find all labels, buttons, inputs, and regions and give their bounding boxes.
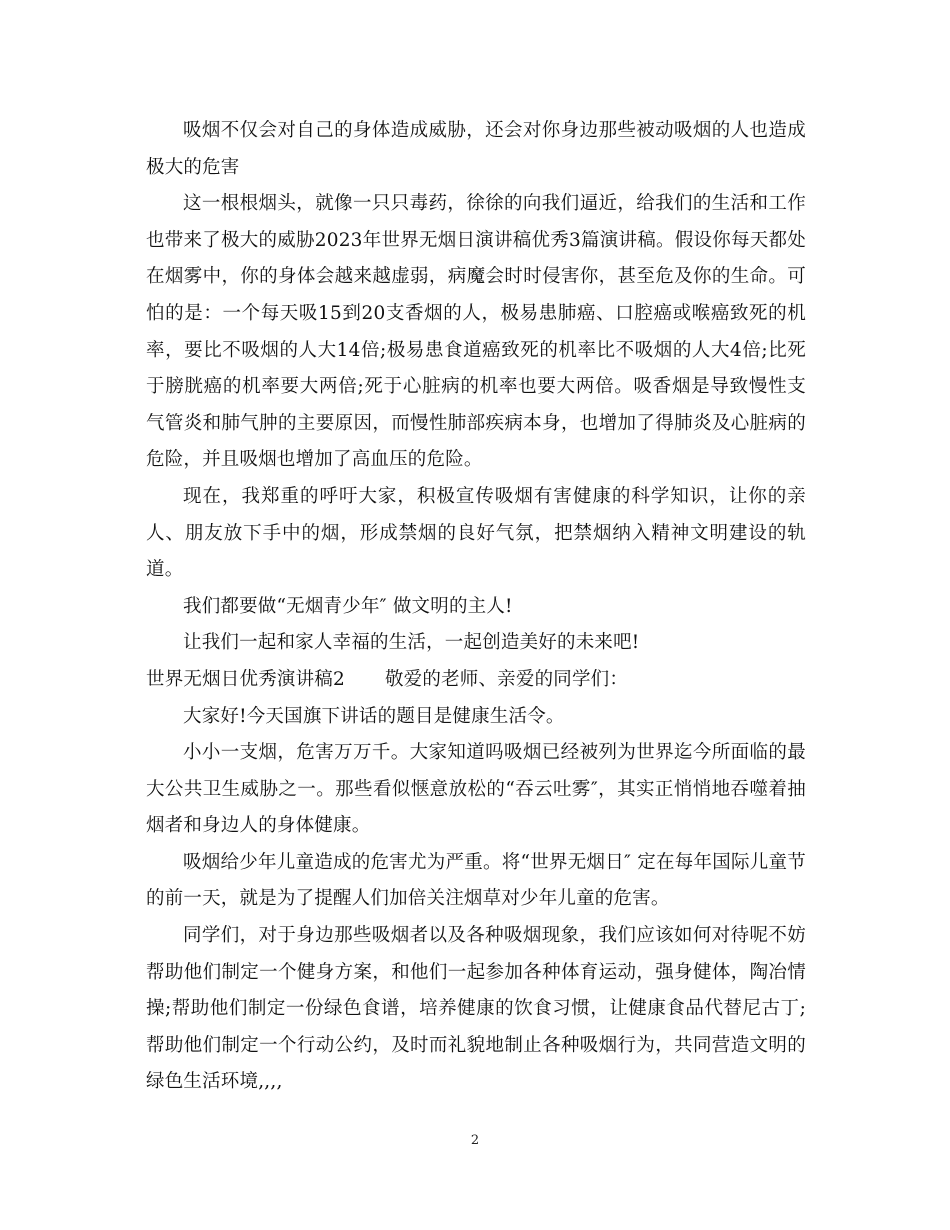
page-number: 2	[470, 1133, 480, 1148]
speech-heading-line	[146, 662, 806, 699]
paragraph-5: 让我们一起和家人幸福的生活，一起创造美好的未来吧!	[183, 632, 640, 654]
paragraph-8: 吸烟给少年儿童造成的危害尤为严重。将“世界无烟日″ 定在每年国际儿童节的前一天，就是为了提醒人们加倍关注烟草对少年儿童的危害。	[146, 851, 806, 910]
paragraph-3: 现在，我郑重的呼吁大家，积极宣传吸烟有害健康的科学知识，让你的亲人、朋友放下手中的烟，形成禁烟的良好气氛，把禁烟纳入精神文明建设的轨道。	[146, 485, 806, 581]
paragraph-4: 我们都要做“无烟青少年″ 做文明的主人!	[183, 595, 513, 617]
speech-greeting: 敬爱的老师、亲爱的同学们：	[384, 668, 629, 690]
paragraph-2: 这一根根烟头，就像一只只毒药，徐徐的向我们逼近，给我们的生活和工作也带来了极大的威胁2023年世界无烟日演讲稿优秀3篇演讲稿。假设你每天都处在烟雾中，你的身体会越来越虚弱，病魔会时时侵害你，甚至危及你的生命。可怕的是：一个每天吸15到20支香烟的人，极易患肺癌、口腔癌或喉癌致死的机率，要比不吸烟的人大14倍;极易患食道癌致死的机率比不吸烟的人大4倍;比死于膀胱癌的机率要大两倍;死于心脏病的机率也要大两倍。吸香烟是导致慢性支气管炎和肺气肿的主要原因，而慢性肺部疾病本身，也增加了得肺炎及心脏病的危险，并且吸烟也增加了高血压的危险。	[146, 193, 806, 471]
paragraph-6: 大家好!今天国旗下讲话的题目是健康生活令。	[183, 705, 565, 727]
document-body	[146, 113, 806, 1101]
paragraph-9: 同学们，对于身边那些吸烟者以及各种吸烟现象，我们应该如何对待呢不妨帮助他们制定一个健身方案，和他们一起参加各种体育运动，强身健体，陶冶情操;帮助他们制定一份绿色食谱，培养健康的饮食习惯，让健康食品代替尼古丁;帮助他们制定一个行动公约，及时而礼貌地制止各种吸烟行为，共同营造文明的绿色生活环境,,,,	[146, 925, 806, 1093]
paragraph-1: 吸烟不仅会对自己的身体造成威胁，还会对你身边那些被动吸烟的人也造成极大的危害	[146, 120, 806, 178]
speech-title: 世界无烟日优秀演讲稿2	[146, 668, 345, 690]
paragraph-7: 小小一支烟，危害万万千。大家知道吗吸烟已经被列为世界迄今所面临的最大公共卫生威胁之一。那些看似惬意放松的“吞云吐雾″，其实正悄悄地吞噬着抽烟者和身边人的身体健康。	[146, 742, 806, 837]
